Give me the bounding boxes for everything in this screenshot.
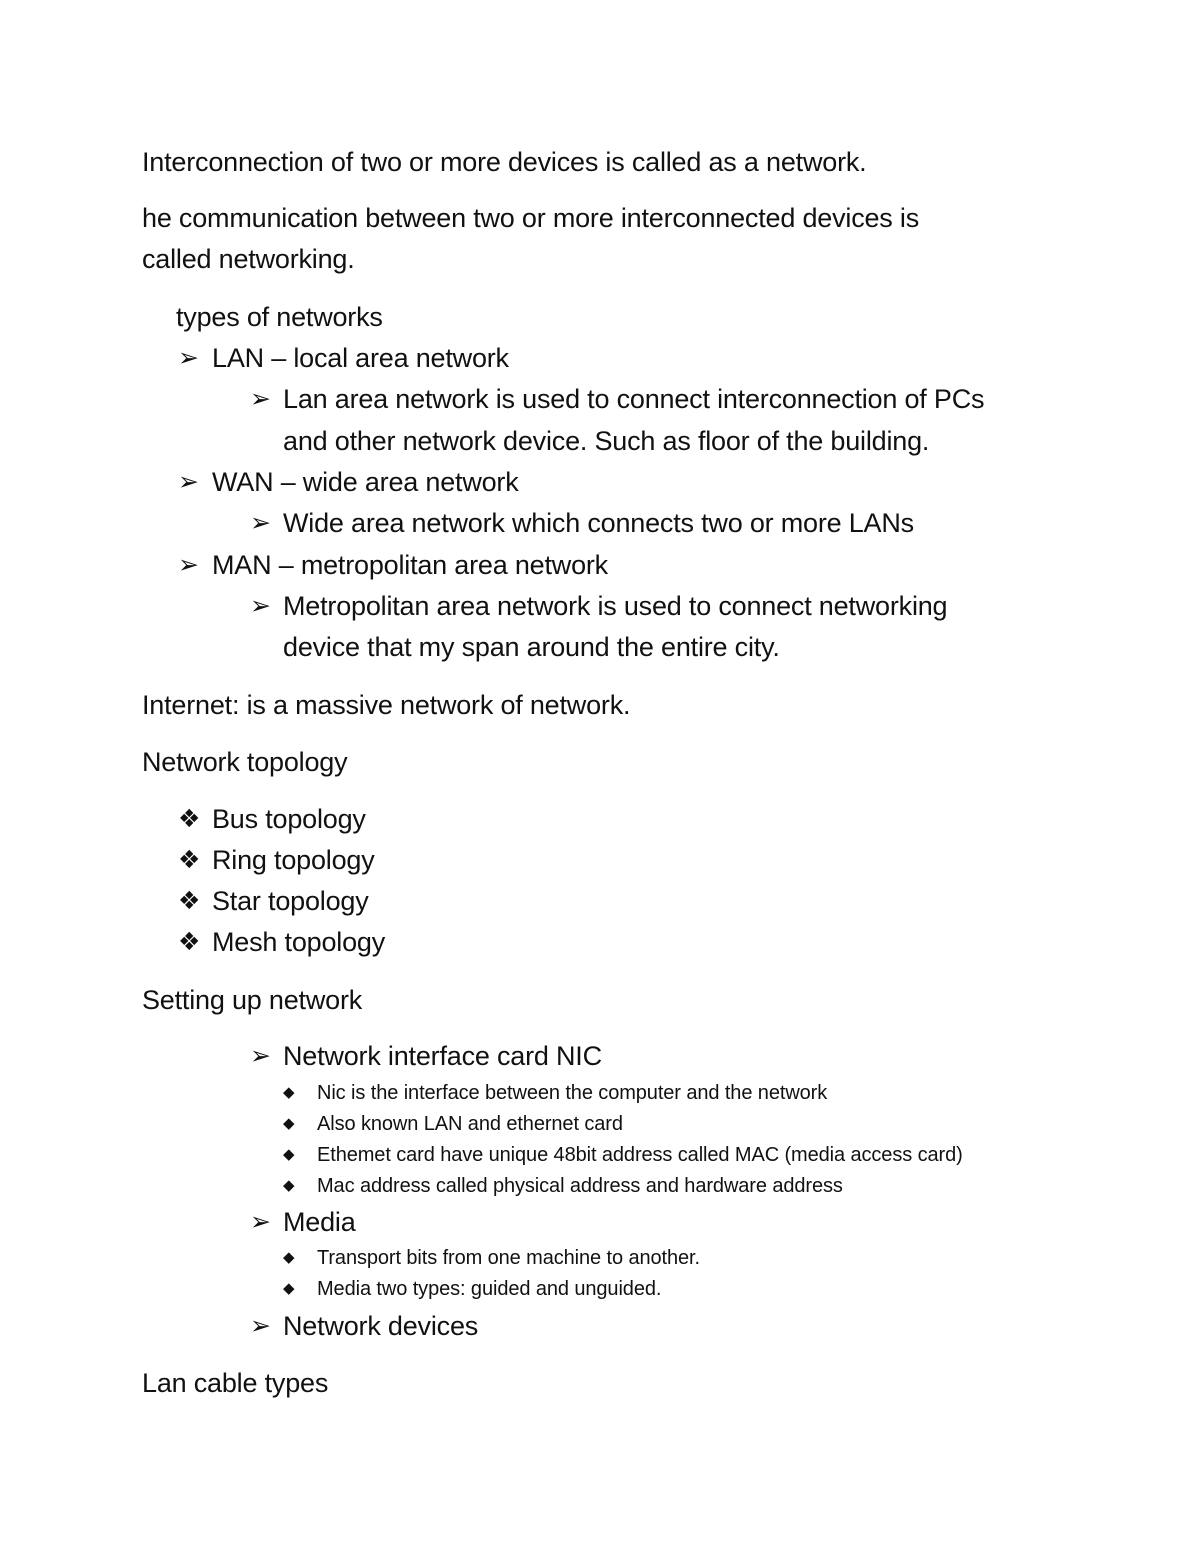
media-label: Media <box>283 1207 356 1237</box>
nic-point: Ethemet card have unique 48bit address called MAC (media access card) <box>317 1144 963 1166</box>
nic-label: Network interface card NIC <box>283 1041 602 1071</box>
arrow-bullet-icon: ➢ <box>250 592 271 620</box>
types-of-networks-heading: types of networks <box>176 302 383 332</box>
network-devices-label: Network devices <box>283 1311 479 1341</box>
lan-description-line2: and other network device. Such as floor of the building. <box>283 426 930 456</box>
lan-cable-types-heading: Lan cable types <box>142 1368 329 1398</box>
arrow-bullet-icon: ➢ <box>178 468 199 496</box>
network-topology-heading: Network topology <box>142 747 348 777</box>
arrow-bullet-icon: ➢ <box>250 385 271 413</box>
paragraph-networking-definition-line2: called networking. <box>142 244 355 274</box>
topology-item-mesh: Mesh topology <box>212 927 386 957</box>
man-description-line2: device that my span around the entire city. <box>283 632 780 662</box>
diamond-bullet-icon: ◆ <box>283 1146 295 1163</box>
diamond-star-bullet-icon: ❖ <box>178 928 201 956</box>
nic-point: Also known LAN and ethernet card <box>317 1113 623 1135</box>
diamond-star-bullet-icon: ❖ <box>178 846 201 874</box>
diamond-bullet-icon: ◆ <box>283 1280 295 1297</box>
diamond-bullet-icon: ◆ <box>283 1249 295 1266</box>
wan-label: WAN – wide area network <box>212 467 519 497</box>
arrow-bullet-icon: ➢ <box>250 1042 271 1070</box>
lan-description-line1: Lan area network is used to connect interconnection of PCs <box>283 384 985 414</box>
nic-point: Mac address called physical address and hardware address <box>317 1175 843 1197</box>
man-description-line1: Metropolitan area network is used to connect networking <box>283 591 948 621</box>
paragraph-network-definition: Interconnection of two or more devices is called as a network. <box>142 147 867 177</box>
man-label: MAN – metropolitan area network <box>212 550 608 580</box>
diamond-bullet-icon: ◆ <box>283 1177 295 1194</box>
arrow-bullet-icon: ➢ <box>250 1208 271 1236</box>
topology-item-star: Star topology <box>212 886 369 916</box>
diamond-star-bullet-icon: ❖ <box>178 887 201 915</box>
media-point: Media two types: guided and unguided. <box>317 1278 662 1300</box>
wan-description-line1: Wide area network which connects two or more LANs <box>283 508 914 538</box>
internet-definition: Internet: is a massive network of network. <box>142 690 631 720</box>
paragraph-networking-definition-line1: he communication between two or more interconnected devices is <box>142 203 920 233</box>
nic-point: Nic is the interface between the computer and the network <box>317 1082 828 1104</box>
topology-item-bus: Bus topology <box>212 804 366 834</box>
arrow-bullet-icon: ➢ <box>178 551 199 579</box>
setting-up-network-heading: Setting up network <box>142 985 363 1015</box>
arrow-bullet-icon: ➢ <box>178 344 199 372</box>
media-point: Transport bits from one machine to another. <box>317 1247 700 1269</box>
arrow-bullet-icon: ➢ <box>250 509 271 537</box>
lan-label: LAN – local area network <box>212 343 509 373</box>
topology-item-ring: Ring topology <box>212 845 375 875</box>
arrow-bullet-icon: ➢ <box>250 1312 271 1340</box>
diamond-star-bullet-icon: ❖ <box>178 805 201 833</box>
diamond-bullet-icon: ◆ <box>283 1115 295 1132</box>
diamond-bullet-icon: ◆ <box>283 1084 295 1101</box>
